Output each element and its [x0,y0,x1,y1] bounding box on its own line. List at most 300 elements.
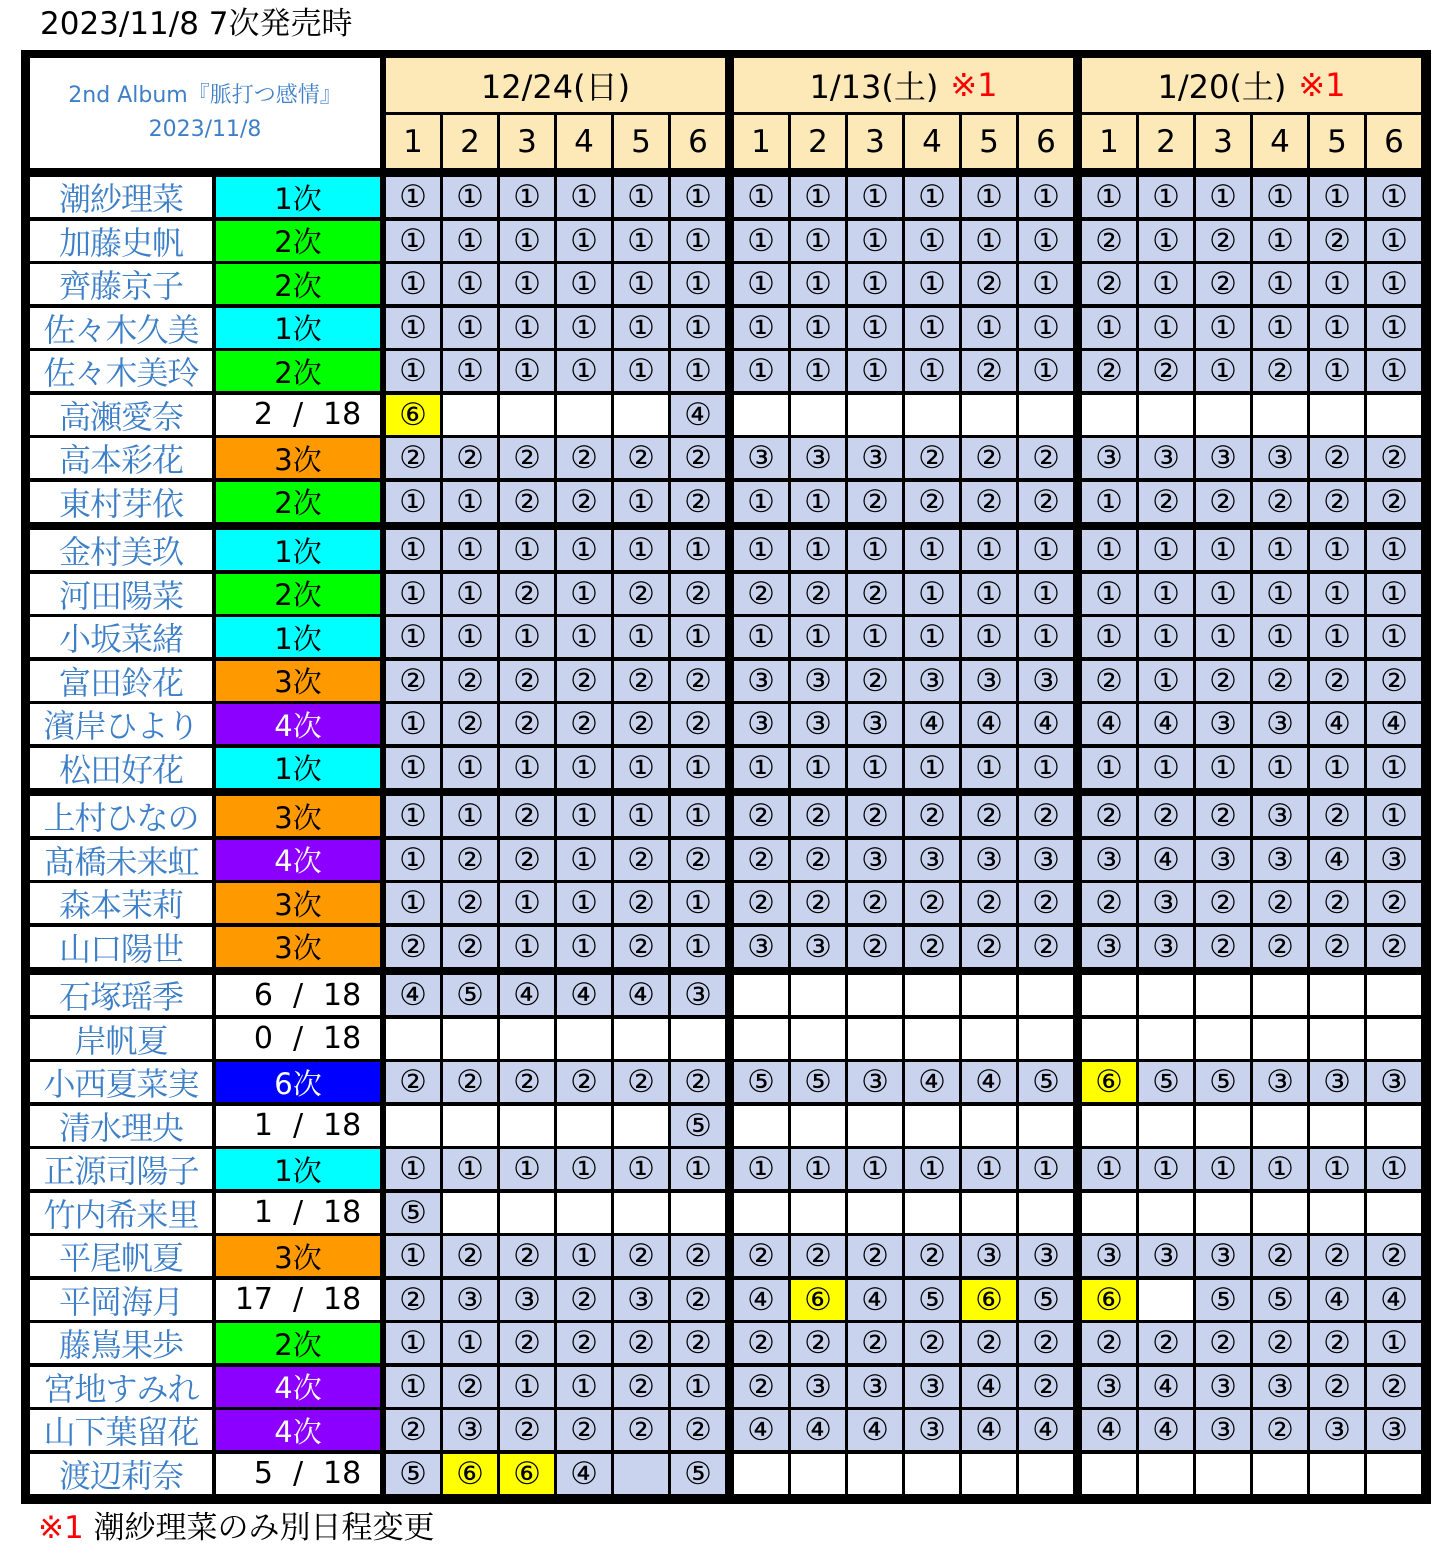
slot-mark: ② [1367,1367,1421,1407]
slot-mark: ③ [791,927,845,967]
slot-mark: ① [443,482,497,522]
sales-count [216,1454,380,1494]
slot-empty [848,1106,902,1146]
slot-mark: ② [1367,1236,1421,1276]
slot-mark: ① [1310,617,1364,657]
slot-mark: ② [557,1410,611,1450]
slot-mark: ① [614,748,668,788]
slot-mark: ① [1367,221,1421,261]
slot-mark: ② [443,927,497,967]
slot-header: 5 [962,115,1016,168]
footnote-mark: ※1 [38,1510,84,1546]
slot-empty [962,1454,1016,1494]
status-badge: 3次 [216,927,380,967]
slot-empty [614,1106,668,1146]
slot-empty [557,1106,611,1146]
slot-mark: ② [1253,1236,1307,1276]
member-name: 髙橋未来虹 [30,840,212,880]
slot-mark: ③ [905,1410,959,1450]
slot-mark: ③ [1019,1236,1073,1276]
slot-mark: ② [557,661,611,701]
slot-mark: ② [614,927,668,967]
slot-mark: ⑥ [791,1280,845,1320]
slot-mark: ⑥ [500,1454,554,1494]
slot-mark: ① [905,617,959,657]
slot-mark: ① [500,264,554,304]
slot-mark: ③ [962,661,1016,701]
slot-mark: ② [734,840,788,880]
slot-mark: ② [1367,661,1421,701]
slot-empty [848,975,902,1015]
slot-mark: ④ [905,1062,959,1102]
slot-mark: ③ [1367,840,1421,880]
slot-mark: ① [386,1323,440,1363]
date-label: 12/24(日) [480,68,631,106]
slot-mark: ① [962,748,1016,788]
slot-mark: ② [1253,1410,1307,1450]
slot-mark: ④ [962,1062,1016,1102]
slot-mark: ② [443,840,497,880]
slot-mark: ① [386,530,440,570]
slot-header: 5 [614,115,668,168]
slot-mark: ② [734,883,788,923]
slot-mark: ② [734,1367,788,1407]
slot-mark: ① [557,308,611,348]
slot-mark: ② [386,438,440,478]
status-badge: 4次 [216,1367,380,1407]
slot-header: 2 [791,115,845,168]
slot-mark: ② [791,883,845,923]
slot-empty [791,1106,845,1146]
slot-mark: ③ [848,840,902,880]
schedule-table [21,50,1431,1504]
slot-mark: ① [1367,748,1421,788]
slot-empty [791,1193,845,1233]
slot-mark: ① [386,617,440,657]
slot-mark: ② [1196,1323,1250,1363]
album-release-date: 2023/11/8 [148,117,262,142]
date-note-mark: ※1 [950,66,998,104]
slot-mark: ① [1082,1149,1136,1189]
slot-mark: ③ [1253,1062,1307,1102]
slot-empty [1082,1193,1136,1233]
date-header [1082,58,1421,112]
slot-mark: ① [500,748,554,788]
slot-mark: ① [671,617,725,657]
slot-empty [1367,975,1421,1015]
slot-empty [905,1454,959,1494]
slot-mark: ④ [1139,840,1193,880]
slot-mark: ① [614,264,668,304]
sales-count-total: 18 [323,1108,362,1143]
slot-mark: ② [1082,1323,1136,1363]
slot-mark: ① [443,617,497,657]
slot-mark: ① [1253,617,1307,657]
slot-mark: ② [734,1236,788,1276]
date-label: 1/13(土) [809,68,939,106]
slot-mark: ① [791,530,845,570]
slot-mark: ① [791,177,845,217]
slot-mark: ① [905,177,959,217]
slot-mark: ② [1139,796,1193,836]
slot-mark: ② [962,482,1016,522]
slot-mark: ① [1082,748,1136,788]
slot-empty [500,1106,554,1146]
slot-mark: ① [1139,748,1193,788]
slot-mark: ① [1019,264,1073,304]
slot-mark: ① [791,221,845,261]
slot-mark: ③ [1082,1367,1136,1407]
slot-empty [1310,1193,1364,1233]
slot-mark: ③ [1082,438,1136,478]
slot-empty [1196,1454,1250,1494]
slot-mark: ① [1310,177,1364,217]
slot-mark: ① [386,1367,440,1407]
slot-mark: ④ [962,1367,1016,1407]
slot-mark: ② [905,482,959,522]
slot-mark: ② [905,927,959,967]
slot-mark: ② [557,482,611,522]
slot-header: 2 [443,115,497,168]
slot-mark: ③ [734,927,788,967]
member-name: 高本彩花 [30,438,212,478]
slot-empty [500,1019,554,1059]
status-badge: 2次 [216,221,380,261]
date-note-mark: ※1 [1298,66,1346,104]
slot-mark: ③ [1139,438,1193,478]
slot-mark: ① [1019,177,1073,217]
slot-mark: ① [905,1149,959,1189]
slot-mark: ⑤ [791,1062,845,1102]
slot-empty [734,395,788,435]
sales-count [216,975,380,1015]
slot-mark: ① [1367,264,1421,304]
slot-empty [905,1106,959,1146]
member-name: 高瀬愛奈 [30,395,212,435]
sales-count-value: 1 [253,1108,273,1143]
slot-mark: ② [614,1062,668,1102]
slot-mark: ② [1196,221,1250,261]
slot-mark: ⑤ [386,1454,440,1494]
slot-mark: ② [1253,883,1307,923]
slot-mark: ① [671,748,725,788]
slot-empty [1019,395,1073,435]
slot-mark: ① [557,1149,611,1189]
slot-empty [614,1193,668,1233]
slot-empty [848,1019,902,1059]
slot-mark: ② [1367,438,1421,478]
slot-mark: ① [386,883,440,923]
date-label: 1/20(土) [1157,68,1287,106]
sales-count [216,1193,380,1233]
slot-empty [500,1193,554,1233]
status-badge: 1次 [216,617,380,657]
slot-mark: ① [386,1236,440,1276]
slot-mark: ① [671,883,725,923]
slot-empty [791,1454,845,1494]
slot-mark: ① [1253,1149,1307,1189]
slot-mark: ② [500,438,554,478]
slot-mark: ① [671,221,725,261]
slot-mark: ① [1367,574,1421,614]
slot-mark: ② [791,1236,845,1276]
slot-mark: ② [671,840,725,880]
slot-empty [614,1454,668,1494]
slot-mark: ② [1310,221,1364,261]
status-badge: 3次 [216,661,380,701]
slot-mark: ② [905,1236,959,1276]
slot-mark: ① [1139,221,1193,261]
slot-mark: ① [614,1149,668,1189]
slot-mark: ① [1196,617,1250,657]
status-badge: 2次 [216,482,380,522]
slot-mark: ② [500,796,554,836]
slot-mark: ② [1019,1367,1073,1407]
slot-mark: ③ [671,975,725,1015]
slot-mark: ② [1310,1236,1364,1276]
slot-header: 6 [671,115,725,168]
slot-mark: ② [1310,438,1364,478]
member-name: 上村ひなの [30,796,212,836]
sales-count-separator: / [292,397,304,432]
slot-mark: ① [1082,308,1136,348]
slot-empty [905,395,959,435]
slot-empty [1310,1019,1364,1059]
slot-mark: ① [557,264,611,304]
slot-mark: ⑥ [386,395,440,435]
slot-empty [905,1193,959,1233]
slot-empty [1253,1193,1307,1233]
slot-mark: ② [791,1323,845,1363]
slot-empty [848,1193,902,1233]
slot-mark: ① [1019,1149,1073,1189]
slot-empty [1253,975,1307,1015]
slot-empty [1367,1454,1421,1494]
slot-mark: ② [1139,1323,1193,1363]
slot-mark: ③ [1367,1410,1421,1450]
slot-mark: ② [443,883,497,923]
footnote-text: 潮紗理菜のみ別日程変更 [93,1510,435,1546]
slot-mark: ② [791,840,845,880]
slot-mark: ④ [791,1410,845,1450]
slot-empty [1196,975,1250,1015]
slot-mark: ⑥ [443,1454,497,1494]
slot-mark: ② [848,796,902,836]
status-badge: 2次 [216,264,380,304]
member-name: 藤嶌果歩 [30,1323,212,1363]
member-name: 佐々木美玲 [30,351,212,391]
slot-mark: ② [1019,1323,1073,1363]
slot-mark: ③ [1196,840,1250,880]
slot-mark: ④ [1082,1410,1136,1450]
slot-mark: ① [848,748,902,788]
slot-mark: ① [614,617,668,657]
slot-mark: ① [443,574,497,614]
slot-header: 3 [1196,115,1250,168]
status-badge: 1次 [216,308,380,348]
slot-mark: ② [1139,351,1193,391]
slot-mark: ① [386,308,440,348]
slot-mark: ① [1253,177,1307,217]
sales-count [216,1106,380,1146]
slot-mark: ③ [1253,796,1307,836]
slot-empty [962,1019,1016,1059]
slot-empty [962,1193,1016,1233]
slot-empty [1310,1454,1364,1494]
slot-mark: ⑤ [1019,1062,1073,1102]
slot-mark: ① [614,796,668,836]
slot-mark: ① [1367,1323,1421,1363]
slot-empty [1139,1106,1193,1146]
slot-mark: ① [905,574,959,614]
slot-mark: ① [557,1367,611,1407]
slot-mark: ④ [1310,1280,1364,1320]
slot-mark: ① [614,351,668,391]
slot-mark: ③ [1310,1062,1364,1102]
slot-mark: ② [1367,482,1421,522]
sales-count-separator: / [292,1021,304,1056]
slot-mark: ① [791,482,845,522]
status-badge: 2次 [216,351,380,391]
slot-mark: ③ [1253,840,1307,880]
slot-mark: ③ [1196,704,1250,744]
slot-mark: ② [671,438,725,478]
slot-mark: ① [557,927,611,967]
slot-mark: ① [1082,482,1136,522]
sales-count-total: 18 [323,1456,362,1491]
status-badge: 4次 [216,704,380,744]
slot-empty [1367,395,1421,435]
slot-mark: ② [614,661,668,701]
slot-mark: ① [443,351,497,391]
slot-mark: ① [791,264,845,304]
slot-mark: ① [734,351,788,391]
slot-mark: ② [557,1323,611,1363]
slot-mark: ② [1310,796,1364,836]
slot-mark: ① [848,351,902,391]
slot-empty [1082,975,1136,1015]
slot-mark: ⑤ [1196,1062,1250,1102]
slot-mark: ② [614,1367,668,1407]
slot-empty [1139,975,1193,1015]
slot-mark: ④ [1019,704,1073,744]
slot-mark: ② [962,927,1016,967]
slot-empty [1082,395,1136,435]
slot-mark: ③ [1196,438,1250,478]
slot-mark: ② [1082,221,1136,261]
slot-mark: ① [791,1149,845,1189]
slot-header: 1 [386,115,440,168]
slot-mark: ③ [1082,840,1136,880]
slot-mark: ① [1139,574,1193,614]
slot-mark: ① [671,796,725,836]
slot-empty [734,975,788,1015]
slot-mark: ③ [1082,927,1136,967]
sales-count-total: 18 [323,1282,362,1317]
slot-mark: ② [500,1323,554,1363]
sales-count [216,1019,380,1059]
slot-mark: ① [557,1236,611,1276]
slot-mark: ① [386,748,440,788]
slot-mark: ① [1139,308,1193,348]
slot-mark: ② [1019,796,1073,836]
member-name: 平尾帆夏 [30,1236,212,1276]
slot-mark: ① [557,221,611,261]
slot-empty [848,395,902,435]
slot-mark: ① [1310,264,1364,304]
slot-mark: ① [791,617,845,657]
slot-mark: ① [557,883,611,923]
status-badge: 4次 [216,840,380,880]
slot-mark: ② [443,704,497,744]
slot-header: 1 [734,115,788,168]
slot-empty [1196,1019,1250,1059]
slot-mark: ② [905,883,959,923]
slot-mark: ③ [1253,704,1307,744]
slot-mark: ① [386,482,440,522]
slot-header: 6 [1367,115,1421,168]
slot-mark: ① [443,796,497,836]
slot-empty [443,1193,497,1233]
member-name: 小坂菜緒 [30,617,212,657]
member-name: 齊藤京子 [30,264,212,304]
member-name: 加藤史帆 [30,221,212,261]
slot-mark: ① [848,617,902,657]
member-name: 東村芽依 [30,482,212,522]
slot-mark: ① [962,530,1016,570]
slot-mark: ① [962,617,1016,657]
slot-empty [734,1106,788,1146]
slot-mark: ② [734,1323,788,1363]
slot-mark: ② [386,661,440,701]
slot-mark: ① [386,796,440,836]
slot-mark: ② [1367,883,1421,923]
slot-mark: ① [557,574,611,614]
member-name: 宮地すみれ [30,1367,212,1407]
slot-mark: ① [734,1149,788,1189]
slot-mark: ② [848,883,902,923]
slot-mark: ③ [1196,1236,1250,1276]
slot-empty [614,1019,668,1059]
slot-mark: ① [671,308,725,348]
slot-header: 2 [1139,115,1193,168]
sales-count-value: 5 [253,1456,273,1491]
slot-mark: ② [386,1280,440,1320]
slot-mark: ② [1253,351,1307,391]
status-badge: 1次 [216,530,380,570]
slot-mark: ② [671,482,725,522]
slot-empty [500,395,554,435]
slot-empty [1139,1019,1193,1059]
slot-mark: ③ [734,661,788,701]
slot-mark: ② [1310,1367,1364,1407]
slot-mark: ① [791,308,845,348]
slot-empty [1253,1454,1307,1494]
member-name: 正源司陽子 [30,1149,212,1189]
slot-mark: ⑥ [1082,1280,1136,1320]
slot-mark: ② [1310,927,1364,967]
slot-mark: ① [734,748,788,788]
slot-mark: ③ [905,661,959,701]
slot-mark: ① [1139,530,1193,570]
slot-mark: ④ [848,1410,902,1450]
slot-mark: ① [734,617,788,657]
slot-mark: ② [905,438,959,478]
slot-mark: ① [791,351,845,391]
slot-mark: ③ [905,1367,959,1407]
sales-count-total: 18 [323,977,362,1013]
slot-mark: ③ [848,1062,902,1102]
